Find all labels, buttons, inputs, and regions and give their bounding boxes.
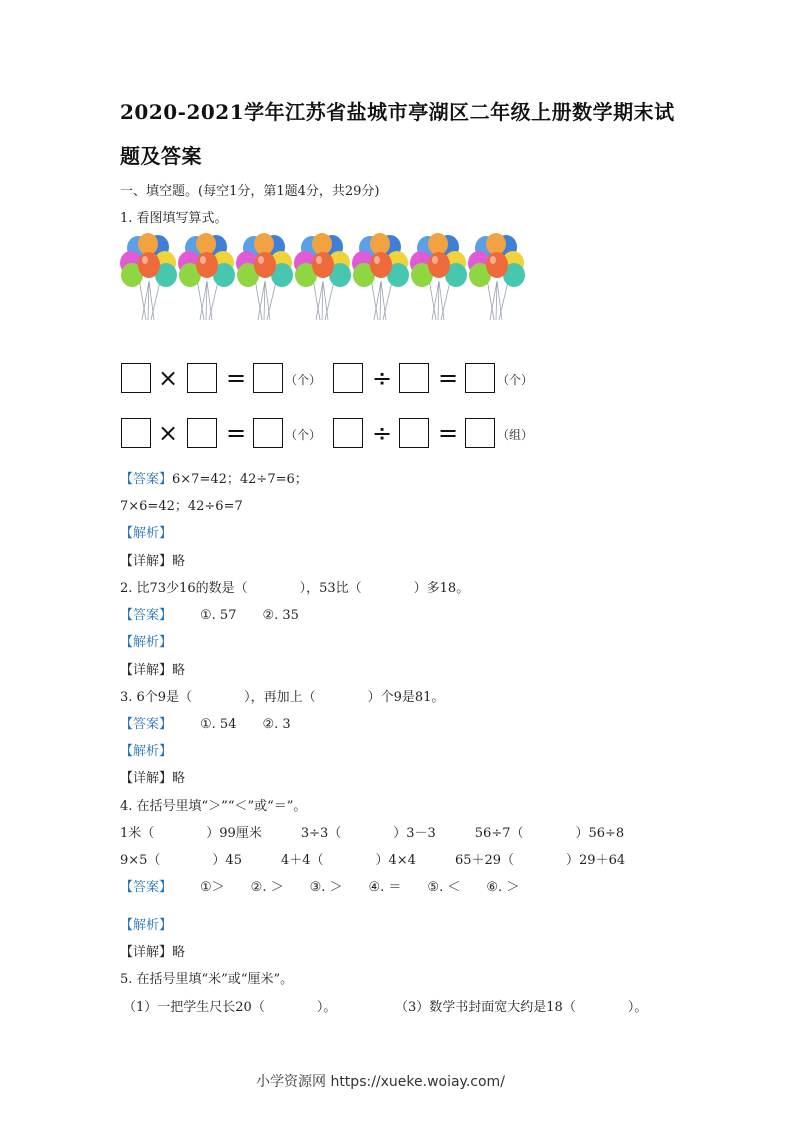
answer-label: 【答案】 xyxy=(120,608,173,623)
answer-box[interactable] xyxy=(253,363,283,393)
balloon-bunch-4 xyxy=(292,233,354,321)
question-5-text: 5. 在括号里填“米”或“厘米”。 xyxy=(120,972,294,987)
answer-label: 【答案】 xyxy=(120,472,173,487)
unit-label: （组） xyxy=(497,428,534,442)
footer-source: 小学资源网 https://xueke.woiay.com/ xyxy=(256,1074,505,1090)
unit-label: （个） xyxy=(285,373,322,387)
detail-text: 【详解】略 xyxy=(120,554,186,569)
answer-text: ①＞ ②. ＞ ③. ＞ ④. ＝ ⑤. ＜ ⑥. ＞ xyxy=(200,880,520,895)
equals-sign: = xyxy=(438,419,459,447)
answer-box[interactable] xyxy=(333,418,363,448)
question-3-text: 3. 6个9是（ ），再加上（ ）个9是81。 xyxy=(120,690,445,705)
doc-title-line1: 2020-2021学年江苏省盐城市亭湖区二年级上册数学期末试 xyxy=(120,100,675,124)
answer-box[interactable] xyxy=(121,418,151,448)
question-4-line1: 1米（ ）99厘米 3÷3（ ）3－3 56÷7（ ）56÷8 xyxy=(120,826,625,841)
analysis-label: 【解析】 xyxy=(120,526,173,541)
answer-box[interactable] xyxy=(121,363,151,393)
balloon-bunch-6 xyxy=(408,233,470,321)
question-1-answer xyxy=(120,468,308,487)
balloon-bunch-5 xyxy=(350,233,412,321)
answer-box[interactable] xyxy=(187,363,217,393)
section-heading: 一、填空题。(每空1分，第1题4分，共29分) xyxy=(120,184,380,199)
question-5-item-1: （1）一把学生尺长20（ ）。 xyxy=(123,1000,337,1015)
unit-label: （个） xyxy=(285,428,322,442)
balloon-bunch-1 xyxy=(118,233,180,321)
answer-box[interactable] xyxy=(399,363,429,393)
divide-sign: ÷ xyxy=(372,364,393,392)
answer-text: 6×7=42；42÷7=6； xyxy=(172,472,308,487)
question-4-line2: 9×5（ ）45 4＋4（ ）4×4 65＋29（ ）29＋64 xyxy=(120,853,626,868)
question-4-text: 4. 在括号里填“＞”“＜”或“＝”。 xyxy=(120,799,307,814)
question-3-answer xyxy=(120,713,291,732)
detail-text: 【详解】略 xyxy=(120,663,186,678)
answer-box[interactable] xyxy=(333,363,363,393)
balloon-bunch-3 xyxy=(234,233,296,321)
answer-box[interactable] xyxy=(399,418,429,448)
answer-box[interactable] xyxy=(465,418,495,448)
detail-text: 【详解】略 xyxy=(120,771,186,786)
question-5-item-3: （3）数学书封面宽大约是18（ ）。 xyxy=(395,1000,648,1015)
balloon-bunch-2 xyxy=(176,233,238,321)
analysis-label: 【解析】 xyxy=(120,635,173,650)
question-1-text: 1. 看图填写算式。 xyxy=(120,211,228,226)
analysis-label: 【解析】 xyxy=(120,744,173,759)
multiply-sign: × xyxy=(158,419,179,447)
unit-label: （个） xyxy=(497,373,534,387)
question-1-answer-line2: 7×6=42；42÷6=7 xyxy=(120,499,243,514)
answer-text: ①. 57 ②. 35 xyxy=(200,608,299,623)
answer-box[interactable] xyxy=(465,363,495,393)
answer-text: ①. 54 ②. 3 xyxy=(200,717,291,732)
detail-text: 【详解】略 xyxy=(120,945,186,960)
equals-sign: = xyxy=(226,364,247,392)
question-2-answer xyxy=(120,604,299,623)
answer-label: 【答案】 xyxy=(120,880,173,895)
answer-box[interactable] xyxy=(253,418,283,448)
multiply-sign: × xyxy=(158,364,179,392)
doc-title-line2: 题及答案 xyxy=(120,144,202,168)
equals-sign: = xyxy=(226,419,247,447)
question-2-text: 2. 比73少16的数是（ ），53比（ ）多18。 xyxy=(120,581,470,596)
equals-sign: = xyxy=(438,364,459,392)
analysis-label: 【解析】 xyxy=(120,918,173,933)
balloon-bunch-7 xyxy=(466,233,528,321)
answer-box[interactable] xyxy=(187,418,217,448)
question-4-answer xyxy=(120,876,519,895)
answer-label: 【答案】 xyxy=(120,717,173,732)
divide-sign: ÷ xyxy=(372,419,393,447)
